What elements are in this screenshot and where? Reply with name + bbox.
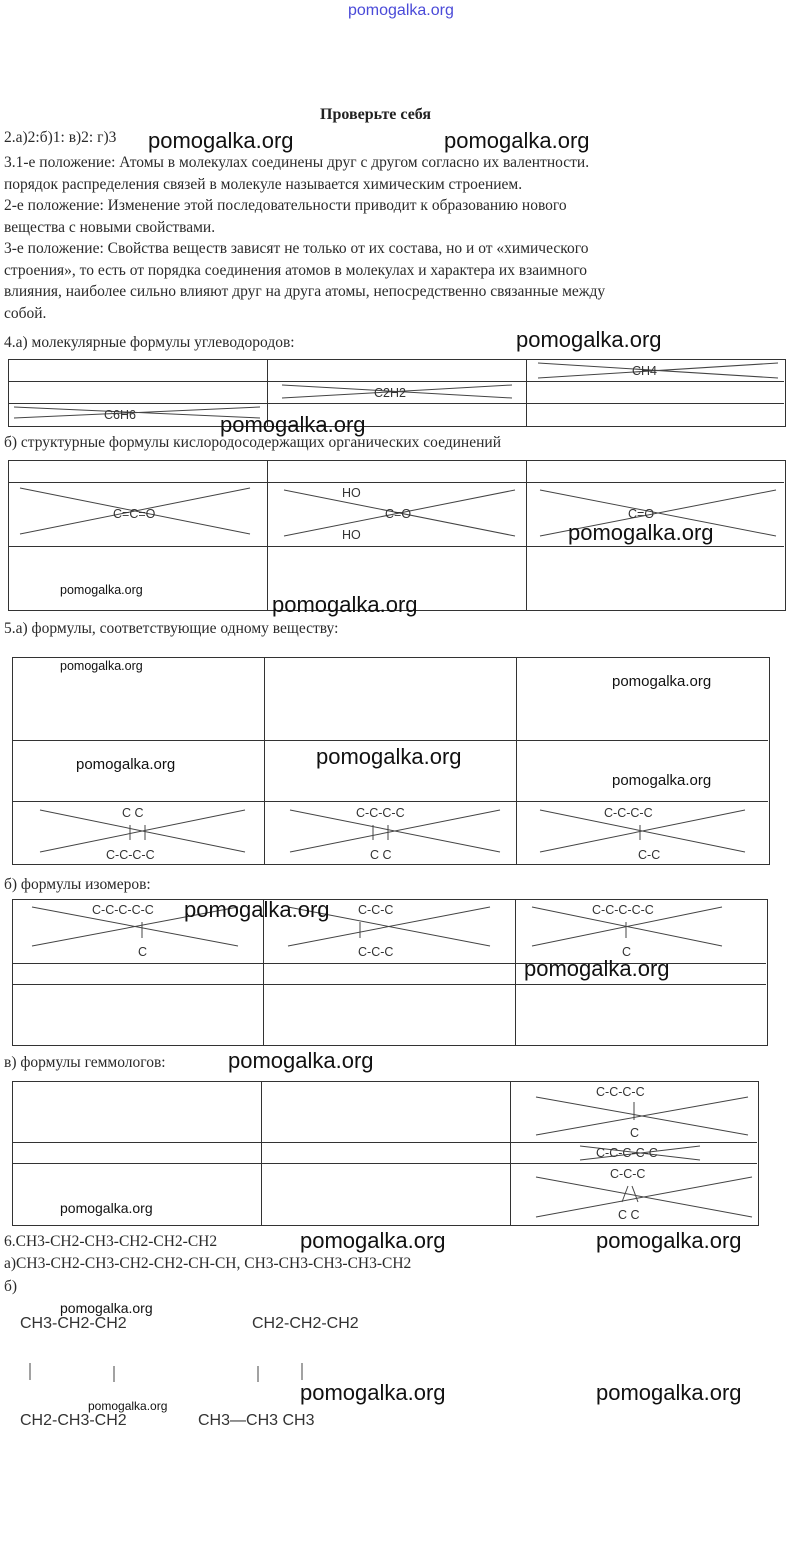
formula-4b-1: C=C=O xyxy=(113,507,156,521)
structure-6b-right-top: CH2-CH2-CH2 xyxy=(252,1315,359,1332)
formula-5c-1-top: C-C-C-C xyxy=(596,1085,645,1099)
answer-6b: б) xyxy=(4,1278,18,1295)
formula-5c-1-bottom: C xyxy=(630,1126,640,1140)
watermark: pomogalka.org xyxy=(596,1380,742,1405)
watermark: pomogalka.org xyxy=(76,756,176,773)
watermark: pomogalka.org xyxy=(444,128,590,153)
watermark: pomogalka.org xyxy=(612,673,712,690)
question-5b: б) формулы изомеров: xyxy=(4,876,151,893)
formula-5a-1-bottom: C-C-C-C xyxy=(106,848,155,862)
formula-5c-3-bottom: C C xyxy=(618,1208,640,1222)
watermark: pomogalka.org xyxy=(300,1380,446,1405)
formula-5b-3-bottom: C xyxy=(622,945,632,959)
formula-5b-2-top: C-C-C xyxy=(358,903,394,917)
watermark: pomogalka.org xyxy=(516,327,662,352)
formula-4b-2: C=O xyxy=(385,507,412,521)
formula-5b-1-bottom: C xyxy=(138,945,148,959)
formula-5b-3-top: C-C-C-C-C xyxy=(592,903,654,917)
answer-3-line: строения», то есть от порядка соединения атомов в молекулах и характера их взаимного xyxy=(4,261,588,279)
structure-6b-left-bottom: CH2-CH3-CH2 xyxy=(20,1412,127,1429)
watermark: pomogalka.org xyxy=(60,659,143,673)
watermark: pomogalka.org xyxy=(272,592,418,617)
question-5c: в) формулы геммологов: xyxy=(4,1054,166,1071)
formula-5c-2: C-C-C-C-C xyxy=(596,1146,658,1160)
formula-c2h2: C2H2 xyxy=(374,386,406,400)
watermark: pomogalka.org xyxy=(60,1200,153,1216)
watermark: pomogalka.org xyxy=(612,772,712,789)
question-4b: б) структурные формулы кислородосодержащих органических соединений xyxy=(4,434,501,451)
formula-4b-ho-bottom: HO xyxy=(342,528,361,542)
formula-5a-2-bottom: C C xyxy=(370,848,392,862)
formula-5a-1-top: C C xyxy=(122,806,144,820)
formula-c6h6: C6H6 xyxy=(104,408,136,422)
watermark: pomogalka.org xyxy=(60,1300,153,1316)
structure-6b-left-top: CH3-CH2-CH2 xyxy=(20,1315,127,1332)
formula-4b-ho-top: HO xyxy=(342,486,361,500)
watermark: pomogalka.org xyxy=(88,1399,168,1413)
watermark: pomogalka.org xyxy=(184,897,330,922)
structure-6b-right-bottom: CH3—CH3 CH3 xyxy=(198,1412,315,1429)
watermark: pomogalka.org xyxy=(316,744,462,769)
watermark: pomogalka.org xyxy=(220,412,366,437)
answer-3-line: 3.1-е положение: Атомы в молекулах соединены друг с другом согласно их валентности. xyxy=(4,154,590,171)
formula-5a-2-top: C-C-C-C xyxy=(356,806,405,820)
watermark: pomogalka.org xyxy=(568,520,714,545)
formula-5b-2-bottom: C-C-C xyxy=(358,945,394,959)
answer-3-line: влияния, наиболее сильно влияют друг на друга атомы, непосредственно связанные между xyxy=(4,283,606,300)
formula-ch4: CH4 xyxy=(632,364,658,378)
watermark: pomogalka.org xyxy=(524,956,670,981)
answer-2: 2.а)2:б)1: в)2: г)3 xyxy=(4,129,117,146)
formula-5b-1-top: C-C-C-C-C xyxy=(92,903,154,917)
answer-3-line: вещества с новыми свойствами. xyxy=(4,218,216,236)
answer-6: 6.CH3-CH2-CH3-CH2-CH2-CH2 xyxy=(4,1233,218,1250)
watermark: pomogalka.org xyxy=(60,583,143,597)
watermark: pomogalka.org xyxy=(300,1228,446,1253)
answer-3-line: порядок распределения связей в молекуле называется химическим строением. xyxy=(4,175,523,193)
question-5a: 5.а) формулы, соответствующие одному веществу: xyxy=(4,620,339,637)
formula-4b-3: C=O xyxy=(628,507,655,521)
watermark: pomogalka.org xyxy=(228,1048,374,1073)
answer-3-line: 3-е положение: Свойства веществ зависят не только от их состава, но и от «химического xyxy=(4,240,589,257)
page-title: Проверьте себя xyxy=(320,106,432,123)
formula-5a-3-top: C-C-C-C xyxy=(604,806,653,820)
site-link[interactable]: pomogalka.org xyxy=(348,2,454,19)
formula-5a-3-bottom: C-C xyxy=(638,848,661,862)
question-4a: 4.а) молекулярные формулы углеводородов: xyxy=(4,334,295,351)
formula-5c-3-top: C-C-C xyxy=(610,1167,646,1181)
watermark: pomogalka.org xyxy=(596,1228,742,1253)
answer-6a: а)CH3-CH2-CH3-CH2-CH2-CH-CH, CH3-CH3-CH3-CH3-CH2 xyxy=(4,1255,412,1272)
watermark: pomogalka.org xyxy=(148,128,294,153)
answer-3-line: 2-е положение: Изменение этой последовательности приводит к образованию нового xyxy=(4,197,567,214)
answer-3-line: собой. xyxy=(4,304,47,322)
